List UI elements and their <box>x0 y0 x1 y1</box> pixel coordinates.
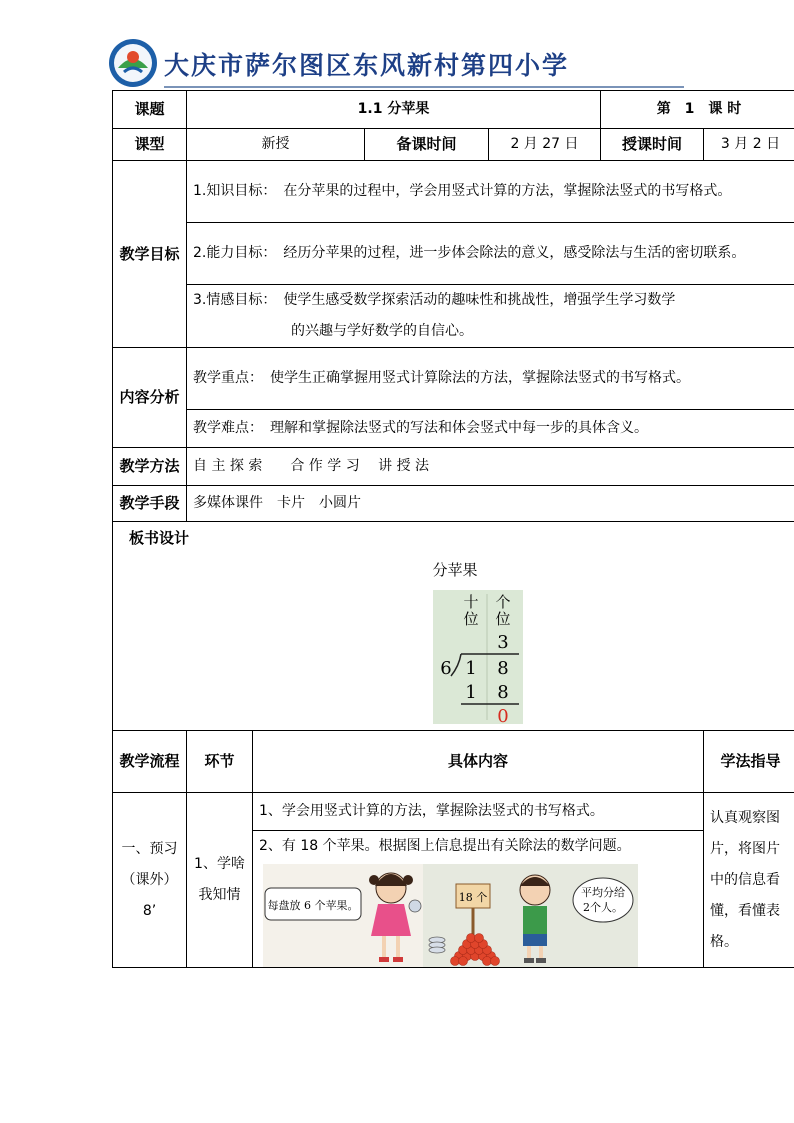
means-row <box>113 486 794 522</box>
objective-knowledge: 1.知识目标： 在分苹果的过程中，学会用竖式计算的方法，掌握除法竖式的书写格式。 <box>187 161 794 223</box>
school-name: 大庆市萨尔图区东风新村第四小学 <box>164 51 570 80</box>
flow-header-stage: 教学流程 <box>113 731 187 793</box>
objective-row-1 <box>113 161 794 223</box>
flow-content-1: 1、学会用竖式计算的方法，掌握除法竖式的书写格式。 <box>253 793 704 831</box>
product-ones: 8 <box>497 682 509 703</box>
header-divider <box>164 86 684 88</box>
board-row <box>113 522 794 731</box>
document-header <box>108 38 688 94</box>
means-value: 多媒体课件 卡片 小圆片 <box>187 486 794 522</box>
topic-row <box>113 91 794 129</box>
objective-emotion <box>187 285 794 348</box>
dividend-tens: 1 <box>465 658 477 679</box>
bubble-right-line-2: 2个人。 <box>583 901 623 914</box>
analysis-row-1 <box>113 348 794 410</box>
objective-ability: 2.能力目标： 经历分苹果的过程，进一步体会除法的意义，感受除法与生活的密切联系。 <box>187 223 794 285</box>
board-cell <box>113 522 794 731</box>
means-label: 教学手段 <box>113 486 187 522</box>
school-emblem-icon <box>108 38 158 88</box>
flow-header-segment: 环节 <box>187 731 253 793</box>
teach-label: 授课时间 <box>601 129 704 161</box>
objective-emotion-line-1: 3.情感目标： 使学生感受数学探索活动的趣味性和挑战性，增强学生学习数学 <box>193 292 676 308</box>
type-row <box>113 129 794 161</box>
place-ones-char-1: 个 <box>495 593 511 611</box>
flow-stage: 一、预习（课外）8’ <box>113 793 187 968</box>
methods-row <box>113 448 794 486</box>
apple <box>451 957 460 966</box>
objective-row-2 <box>113 223 794 285</box>
product-tens: 1 <box>465 682 477 703</box>
type-value: 新授 <box>187 129 365 161</box>
key-point: 教学重点： 使学生正确掌握用竖式计算除法的方法，掌握除法竖式的书写格式。 <box>187 348 794 410</box>
lesson-plan-table <box>112 90 794 968</box>
board-topic: 分苹果 <box>432 561 478 579</box>
topic-label: 课题 <box>113 91 187 129</box>
period-value: 第 1 课 时 <box>601 91 794 129</box>
speech-bubble-right <box>573 878 633 922</box>
place-tens-char-1: 十 <box>463 593 479 611</box>
apple <box>475 934 484 943</box>
place-tens-char-2: 位 <box>463 610 479 628</box>
objective-emotion-line-2: 的兴趣与学好数学的自信心。 <box>291 323 473 339</box>
objectives-label: 教学目标 <box>113 161 187 348</box>
flow-guide: 认真观察图片，将图片中的信息看懂，看懂表格。 <box>704 793 794 968</box>
flow-row-1 <box>113 793 794 831</box>
bubble-left-text: 每盘放 6 个苹果。 <box>267 899 359 912</box>
flow-header-guide: 学法指导 <box>704 731 794 793</box>
topic-value: 1.1 分苹果 <box>187 91 601 129</box>
divisor-digit: 6 <box>440 658 452 679</box>
flow-header-content: 具体内容 <box>253 731 704 793</box>
apple <box>459 957 468 966</box>
flow-header-row <box>113 731 794 793</box>
flow-content-2: 2、有 18 个苹果。根据图上信息提出有关除法的数学问题。 <box>259 838 631 854</box>
apple <box>491 957 500 966</box>
apple <box>483 957 492 966</box>
quotient-digit: 3 <box>497 632 509 653</box>
prep-date: 2 月 27 日 <box>489 129 601 161</box>
flow-segment: 1、学啥我知情 <box>187 793 253 968</box>
plates-stack <box>429 937 445 953</box>
type-label: 课型 <box>113 129 187 161</box>
teach-date: 3 月 2 日 <box>704 129 794 161</box>
prep-label: 备课时间 <box>365 129 489 161</box>
sign-text: 18 个 <box>458 891 488 904</box>
analysis-row-2 <box>113 410 794 448</box>
flow-content-2-cell <box>253 831 704 968</box>
objective-row-3 <box>113 285 794 348</box>
remainder-digit: 0 <box>497 706 509 724</box>
methods-value: 自 主 探 索 合 作 学 习 讲 授 法 <box>187 448 794 486</box>
analysis-label: 内容分析 <box>113 348 187 448</box>
long-division-board <box>433 590 523 724</box>
apple <box>467 934 476 943</box>
dividend-ones: 8 <box>497 658 509 679</box>
difficulty: 教学难点： 理解和掌握除法竖式的写法和体会竖式中每一步的具体含义。 <box>187 410 794 448</box>
board-label: 板书设计 <box>129 529 190 547</box>
apple-sharing-illustration <box>263 864 638 967</box>
place-ones-char-2: 位 <box>495 610 511 628</box>
methods-label: 教学方法 <box>113 448 187 486</box>
bubble-right-line-1: 平均分给 <box>581 886 625 899</box>
